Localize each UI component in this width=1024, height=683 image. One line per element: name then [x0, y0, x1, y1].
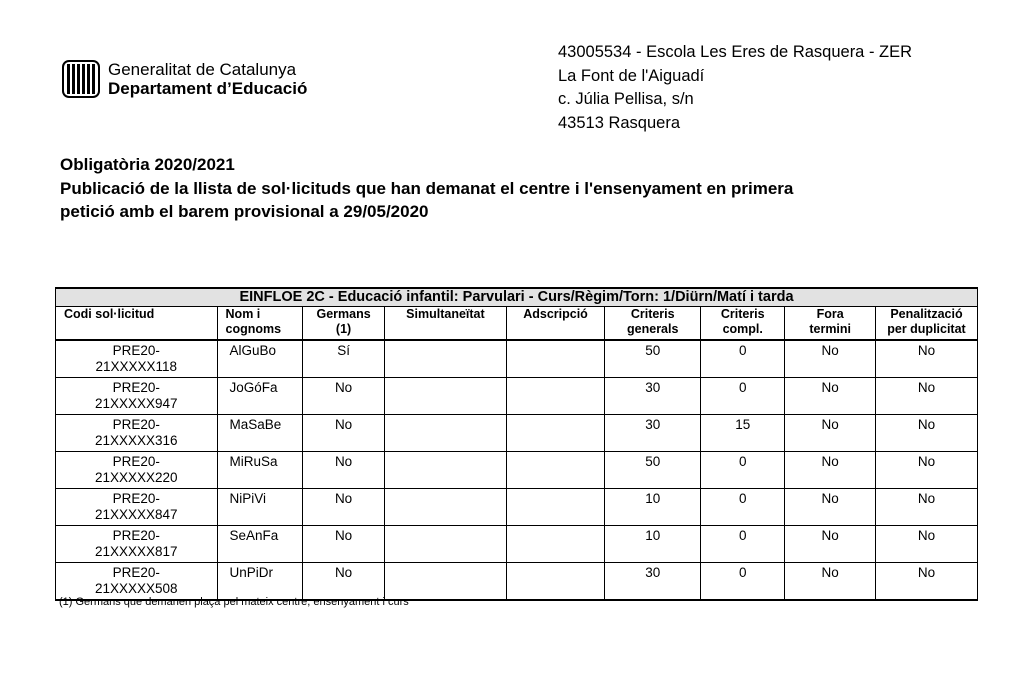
- header-label-line: per duplicitat: [887, 322, 966, 336]
- header-label-line: Nom i: [225, 307, 261, 321]
- cell-codi-sollicitud: [56, 378, 218, 415]
- cell-penalitzacio: No: [875, 415, 977, 452]
- col-germans-header: [302, 307, 384, 341]
- code-line: 21XXXXX118: [95, 359, 178, 374]
- code-line: 21XXXXX508: [94, 581, 178, 596]
- cell-fora: No: [785, 489, 876, 526]
- cell-codi-sollicitud: [56, 415, 218, 452]
- cell-germans: No: [302, 415, 384, 452]
- cell-adscripcio: [506, 415, 605, 452]
- cell-penalitzacio: No: [875, 489, 977, 526]
- header-label-line: Simultaneïtat: [406, 307, 485, 321]
- cell-codi-sollicitud: [56, 489, 218, 526]
- footnote: (1) Germans que demanen plaça pel mateix centre, ensenyament i curs: [59, 596, 409, 608]
- cell-name: SeAnFa: [217, 526, 302, 563]
- cell-germans: No: [302, 378, 384, 415]
- code-line: 21XXXXX817: [94, 544, 178, 559]
- cell-fora: No: [785, 526, 876, 563]
- cell-simultaneitat: [385, 526, 506, 563]
- table-row: [56, 415, 978, 452]
- cell-codi-sollicitud: [56, 340, 218, 378]
- col-codi-header: [56, 307, 218, 341]
- cell-simultaneitat: [385, 563, 506, 601]
- col-adscripcio-header: [506, 307, 605, 341]
- code-line: PRE20-: [112, 565, 160, 580]
- cell-generals: 30: [605, 563, 701, 601]
- code-line: PRE20-: [112, 417, 160, 432]
- address-line: 43005534 - Escola Les Eres de Rasquera - ZER: [558, 43, 913, 61]
- code-line: PRE20-: [112, 528, 160, 543]
- document-title: [60, 153, 793, 224]
- title-line: petició amb el barem provisional a 29/05/2020: [60, 202, 429, 221]
- col-criteris-generals-header: [605, 307, 701, 341]
- cell-germans: No: [302, 452, 384, 489]
- table-body: [56, 340, 978, 600]
- code-line: 21XXXXX220: [94, 470, 178, 485]
- cell-generals: 30: [605, 378, 701, 415]
- table-banner: EINFLOE 2C - Educació infantil: Parvulari - Curs/Règim/Torn: 1/Diürn/Matí i tarda: [56, 288, 978, 307]
- code-line: PRE20-: [112, 454, 160, 469]
- table-row: [56, 452, 978, 489]
- header-label-line: Fora: [816, 307, 844, 321]
- cell-compl: 15: [701, 415, 785, 452]
- cell-compl: 0: [701, 340, 785, 378]
- table-row: [56, 526, 978, 563]
- header-label-line: Codi sol·licitud: [64, 307, 155, 321]
- table-row: [56, 563, 978, 601]
- cell-penalitzacio: No: [875, 452, 977, 489]
- cell-compl: 0: [701, 452, 785, 489]
- header-label-line: (1): [335, 322, 352, 336]
- cell-name: NiPiVi: [217, 489, 302, 526]
- col-fora-termini-header: [785, 307, 876, 341]
- cell-compl: 0: [701, 378, 785, 415]
- cell-codi-sollicitud: [56, 526, 218, 563]
- code-line: PRE20-: [112, 380, 160, 395]
- address-line: c. Júlia Pellisa, s/n: [558, 90, 694, 108]
- cell-penalitzacio: No: [875, 563, 977, 601]
- cell-germans: No: [302, 563, 384, 601]
- cell-generals: 10: [605, 526, 701, 563]
- cell-simultaneitat: [385, 378, 506, 415]
- cell-adscripcio: [506, 340, 605, 378]
- cell-name: UnPiDr: [217, 563, 302, 601]
- cell-compl: 0: [701, 526, 785, 563]
- code-line: 21XXXXX947: [94, 396, 178, 411]
- cell-generals: 50: [605, 340, 701, 378]
- cell-codi-sollicitud: [56, 563, 218, 601]
- cell-name: JoGóFa: [217, 378, 302, 415]
- header-label-line: compl.: [722, 322, 763, 336]
- code-line: PRE20-: [112, 343, 160, 358]
- table-row: [56, 340, 978, 378]
- address-line: 43513 Rasquera: [558, 113, 681, 132]
- logo-line-generalitat: Generalitat de Catalunya: [108, 60, 297, 79]
- cell-penalitzacio: No: [875, 378, 977, 415]
- cell-fora: No: [785, 452, 876, 489]
- cell-adscripcio: [506, 378, 605, 415]
- cell-name: MaSaBe: [217, 415, 302, 452]
- cell-adscripcio: [506, 526, 605, 563]
- applications-table: [55, 287, 978, 601]
- cell-fora: No: [785, 340, 876, 378]
- header-label-line: Adscripció: [523, 307, 588, 321]
- column-header-row: [56, 307, 978, 341]
- cell-simultaneitat: [385, 489, 506, 526]
- header-label-line: Criteris: [630, 307, 675, 321]
- cell-simultaneitat: [385, 415, 506, 452]
- school-address: [558, 41, 912, 135]
- header-label-line: generals: [627, 322, 679, 336]
- code-line: PRE20-: [112, 491, 160, 506]
- generalitat-logo: [62, 60, 307, 98]
- cell-adscripcio: [506, 489, 605, 526]
- generalitat-emblem-icon: [62, 60, 100, 98]
- title-line: Publicació de la llista de sol·licituds que han demanat el centre i l'ensenyament en primera: [60, 178, 794, 198]
- cell-codi-sollicitud: [56, 452, 218, 489]
- cell-fora: No: [785, 378, 876, 415]
- cell-simultaneitat: [385, 452, 506, 489]
- cell-simultaneitat: [385, 340, 506, 378]
- cell-adscripcio: [506, 452, 605, 489]
- cell-germans: Sí: [302, 340, 384, 378]
- header-label-line: Germans: [316, 307, 371, 321]
- cell-adscripcio: [506, 563, 605, 601]
- col-simultaneitat-header: [385, 307, 506, 341]
- col-criteris-compl-header: [701, 307, 785, 341]
- header-label-line: Penalització: [890, 307, 963, 321]
- cell-generals: 50: [605, 452, 701, 489]
- address-line: La Font de l'Aiguadí: [558, 66, 705, 85]
- header-label-line: termini: [809, 322, 852, 336]
- col-nom-header: [217, 307, 302, 341]
- cell-penalitzacio: No: [875, 526, 977, 563]
- cell-germans: No: [302, 526, 384, 563]
- header-label-line: cognoms: [225, 322, 282, 336]
- code-line: 21XXXXX316: [94, 433, 178, 448]
- cell-germans: No: [302, 489, 384, 526]
- title-line: Obligatòria 2020/2021: [60, 155, 235, 174]
- cell-name: AlGuBo: [217, 340, 302, 378]
- cell-compl: 0: [701, 489, 785, 526]
- cell-penalitzacio: No: [875, 340, 977, 378]
- table-row: [56, 489, 978, 526]
- code-line: 21XXXXX847: [94, 507, 178, 522]
- col-penalitzacio-header: [875, 307, 977, 341]
- cell-fora: No: [785, 415, 876, 452]
- cell-generals: 10: [605, 489, 701, 526]
- table-row: [56, 378, 978, 415]
- header-label-line: Criteris: [720, 307, 765, 321]
- cell-compl: 0: [701, 563, 785, 601]
- cell-generals: 30: [605, 415, 701, 452]
- logo-line-departament: Departament d’Educació: [108, 79, 308, 98]
- cell-fora: No: [785, 563, 876, 601]
- cell-name: MiRuSa: [217, 452, 302, 489]
